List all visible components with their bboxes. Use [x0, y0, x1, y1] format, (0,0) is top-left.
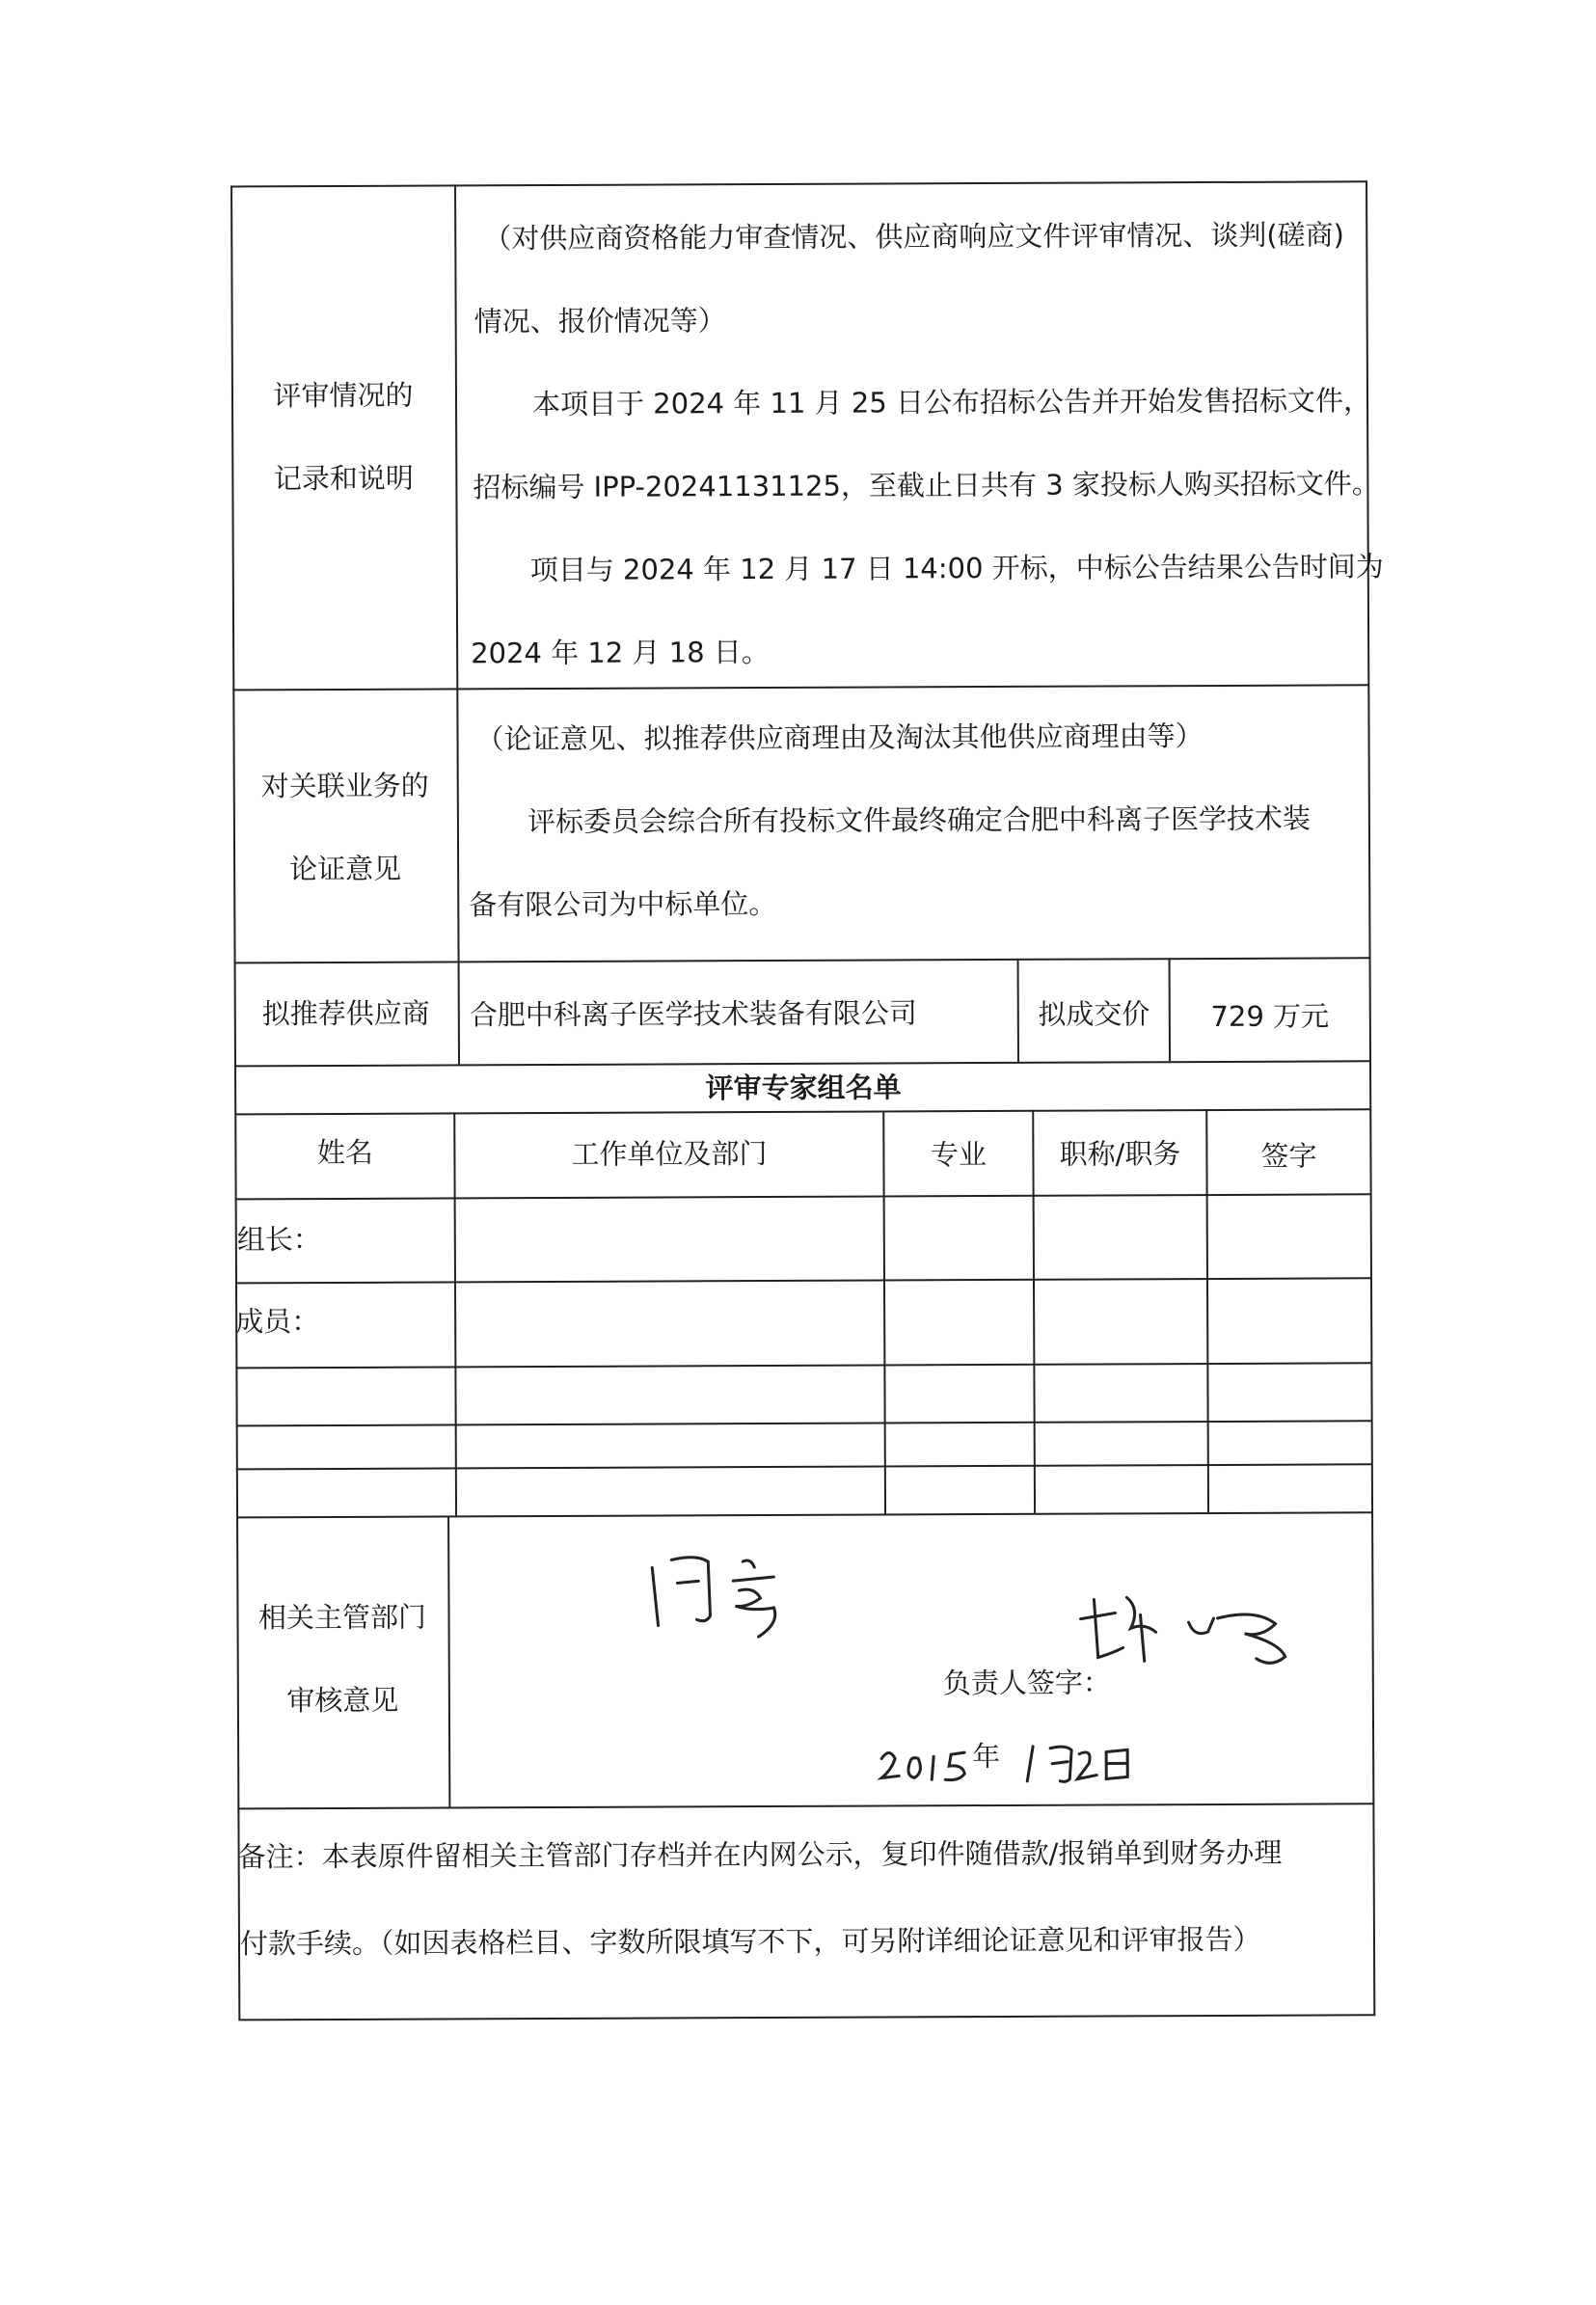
dept-column-divider [447, 1515, 450, 1806]
review-label-line2: 记录和说明 [273, 461, 414, 496]
recommend-label: 拟推荐供应商 [261, 996, 430, 1031]
expert-row-line-4 [236, 1420, 1372, 1426]
review-hint-line1: （对供应商资格能力审查情况、供应商响应文件评审情况、谈判(磋商) [483, 218, 1344, 256]
label-column-divider [454, 184, 460, 1064]
expert-row-line-2 [235, 1277, 1371, 1284]
opinion-hint: （论证意见、拟推荐供应商理由及淘汰其他供应商理由等） [475, 719, 1204, 756]
opinion-label-line2: 论证意见 [289, 852, 402, 886]
notes-line1: 备注：本表原件留相关主管部门存档并在内网公示，复印件随借款/报销单到财务办理 [237, 1835, 1283, 1874]
expert-row-leader: 组长： [236, 1223, 321, 1257]
notes-line2: 付款手续。（如因表格栏目、字数所限填写不下，可另附详细论证意见和评审报告） [239, 1922, 1261, 1961]
expert-header-signature: 签字 [1260, 1139, 1317, 1173]
table-border-top [230, 180, 1366, 187]
signer-label: 负责人签字： [942, 1666, 1111, 1700]
price-label: 拟成交价 [1038, 997, 1150, 1031]
experts-title: 评审专家组名单 [705, 1071, 902, 1105]
date-year-mark: 年 [972, 1739, 1001, 1774]
handwritten-date-month-day [1015, 1734, 1141, 1793]
table-border-bottom [238, 2014, 1375, 2020]
expert-header-unit: 工作单位及部门 [571, 1137, 768, 1171]
price-value: 729 万元 [1210, 999, 1330, 1034]
divider-review-opinion [232, 684, 1368, 691]
review-p2-line1: 项目与 2024 年 12 月 17 日 14:00 开标，中标公告结果公告时间为 [529, 550, 1384, 587]
expert-row-line-3 [235, 1362, 1371, 1369]
review-hint-line2: 情况、报价情况等） [473, 304, 726, 339]
dept-label-line2: 审核意见 [286, 1683, 399, 1718]
expert-header-title: 职称/职务 [1059, 1137, 1181, 1171]
divider-dept-notes [237, 1803, 1373, 1809]
expert-row-line-5 [236, 1463, 1372, 1470]
opinion-label-line1: 对关联业务的 [260, 769, 429, 803]
review-label-line1: 评审情况的 [273, 378, 414, 413]
review-p1-line2: 招标编号 IPP-20241131125，至截止日共有 3 家投标人购买招标文件。 [473, 467, 1380, 504]
expert-header-name: 姓名 [316, 1135, 373, 1170]
opinion-p1-line1: 评标委员会综合所有投标文件最终确定合肥中科离子医学技术装 [527, 801, 1311, 839]
expert-row-member: 成员： [235, 1305, 320, 1339]
handwritten-date-year [876, 1737, 982, 1795]
handwritten-approval-signature [638, 1548, 831, 1655]
opinion-p1-line2: 备有限公司为中标单位。 [469, 886, 777, 922]
responsible-person-signature [1072, 1579, 1342, 1676]
review-p1-line1: 本项目于 2024 年 11 月 25 日公布招标公告并开始发售招标文件， [531, 384, 1372, 421]
recommend-supplier: 合肥中科离子医学技术装备有限公司 [469, 996, 917, 1032]
review-p2-line2: 2024 年 12 月 18 日。 [471, 636, 770, 670]
divider-opinion-recommend [234, 957, 1370, 963]
expert-row-line-6 [236, 1511, 1372, 1518]
expert-header-major: 专业 [930, 1138, 987, 1172]
dept-label-line1: 相关主管部门 [257, 1600, 427, 1635]
